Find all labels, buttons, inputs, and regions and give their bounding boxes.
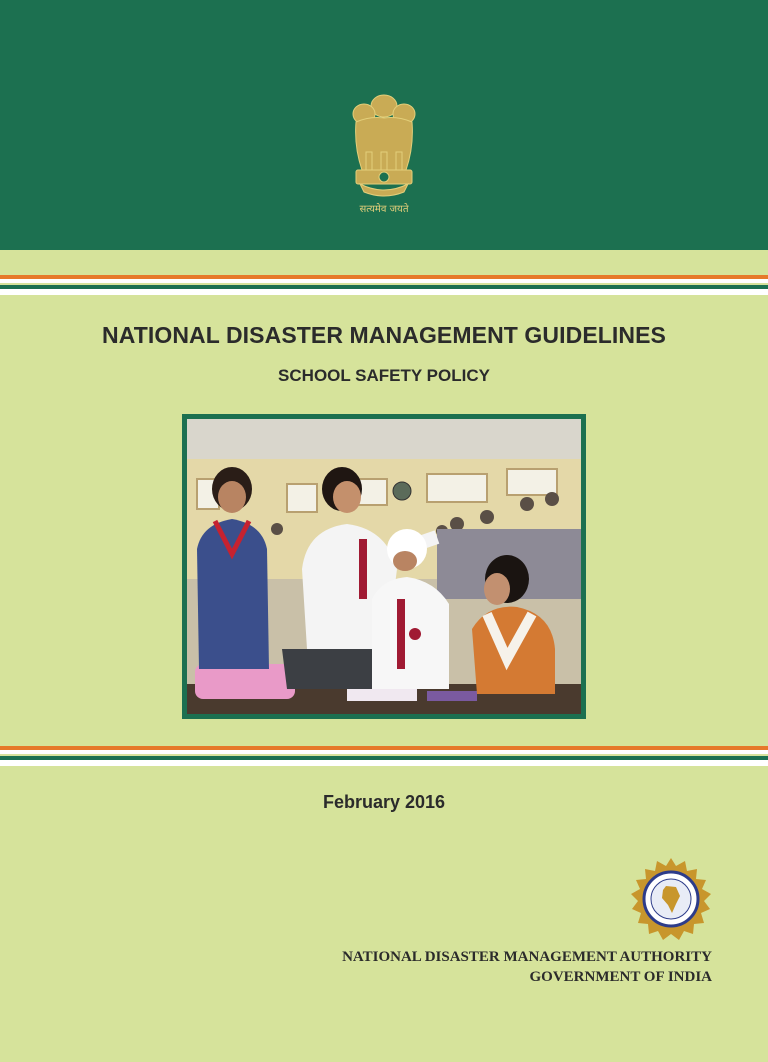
tricolor-stripe-top [0, 275, 768, 295]
cover-title: NATIONAL DISASTER MANAGEMENT GUIDELINES [101, 322, 666, 348]
publication-date: February 2016 [322, 792, 446, 812]
national-emblem-icon [344, 92, 424, 202]
emblem-motto: सत्यमेव जयते [359, 204, 409, 215]
authority-name: NATIONAL DISASTER MANAGEMENT AUTHORITY [342, 949, 712, 965]
cover-photo [182, 414, 586, 719]
header-band [0, 0, 768, 250]
students-first-aid-photo [187, 419, 581, 714]
cover-subtitle: SCHOOL SAFETY POLICY [278, 366, 490, 385]
tricolor-stripe-bottom [0, 746, 768, 766]
ndma-seal-icon [630, 858, 712, 940]
authority-block [342, 947, 712, 987]
authority-government: GOVERNMENT OF INDIA [529, 969, 712, 985]
